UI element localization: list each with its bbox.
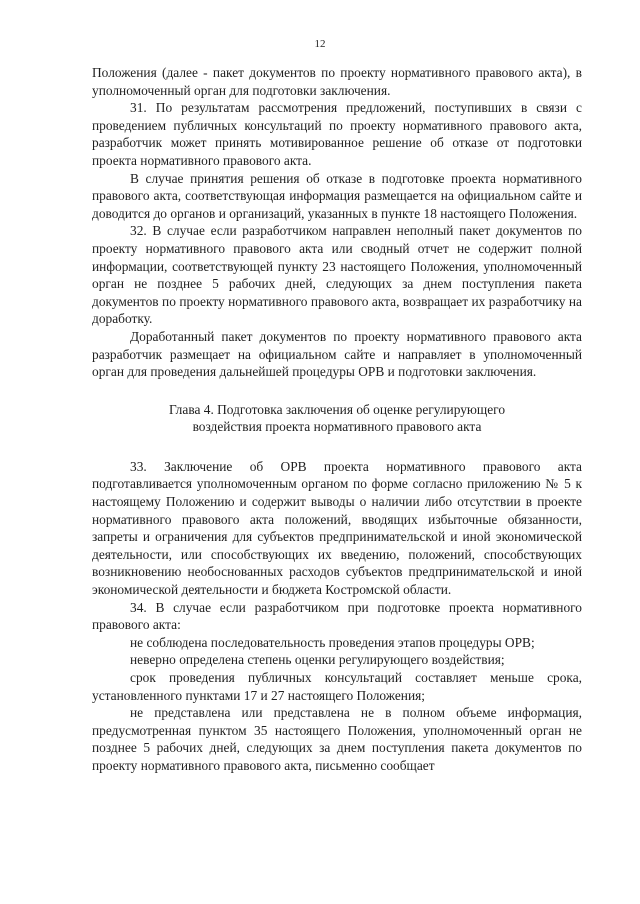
chapter-heading-line-1: Глава 4. Подготовка заключения об оценке регулирующего xyxy=(168,401,506,417)
paragraph-32-revised: Доработанный пакет документов по проекту нормативного правового акта разработчик размещает на официальном сайте и направляет в уполномоченный орган для проведения дальнейшей процедуры ОРВ и подготовки заключения. xyxy=(92,328,582,380)
document-body xyxy=(92,64,582,775)
paragraph-33: 33. Заключение об ОРВ проекта нормативного правового акта подготавливается уполномоченным органом по форме согласно приложению № 5 к настоящему Положению и содержит выводы о наличии либо отсутствии в проекте нормативного правового акта положений, вводящих избыточные обязанности, запреты и ограничения для субъектов предпринимательской и иной экономической деятельности, или способствующих их введению, положений, способствующих возникновению необоснованных расходов субъектов предпринимательской и иной экономической деятельности и бюджета Костромской области. xyxy=(92,458,582,598)
page-number: 12 xyxy=(314,38,326,50)
paragraph-32: 32. В случае если разработчиком направлен неполный пакет документов по проекту нормативного правового акта или сводный отчет не содержит полной информации, соответствующей пункту 23 настоящего Положения, уполномоченный орган не позднее 5 рабочих дней, следующих за днем поступления пакета документов по проекту нормативного правового акта, возвращает их разработчику на доработку. xyxy=(92,223,582,327)
paragraph-34-item-3: срок проведения публичных консультаций составляет меньше срока, установленного пунктами 17 и 27 настоящего Положения; xyxy=(92,670,582,703)
paragraph-34-item-1: не соблюдена последовательность проведения этапов процедуры ОРВ; xyxy=(130,634,535,650)
paragraph-continuation: Положения (далее - пакет документов по проекту нормативного правового акта), в уполномоченный орган для подготовки заключения. xyxy=(92,65,582,98)
paragraph-34: 34. В случае если разработчиком при подготовке проекта нормативного правового акта: xyxy=(92,599,582,633)
chapter-heading xyxy=(92,401,582,436)
chapter-heading-line-2: воздействия проекта нормативного правового акта xyxy=(192,419,482,435)
paragraph-31-refusal: В случае принятия решения об отказе в подготовке проекта нормативного правового акта, соответствующая информация размещается на официальном сайте и доводится до органов и организаций, указанных в пункте 18 настоящего Положения. xyxy=(92,170,582,221)
paragraph-34-item-4: не представлена или представлена не в полном объеме информация, предусмотренная пунктом 35 настоящего Положения, уполномоченный орган не позднее 5 рабочих дней, следующих за днем поступления пакета документов по проекту нормативного правового акта, письменно сообщает xyxy=(92,705,582,773)
paragraph-31: 31. По результатам рассмотрения предложений, поступивших в связи с проведением публичных консультаций по проекту нормативного правового акта, разработчик может принять мотивированное решение об отказе от подготовки проекта нормативного правового акта. xyxy=(92,100,582,168)
paragraph-34-item-2: неверно определена степень оценки регулирующего воздействия; xyxy=(130,652,505,668)
